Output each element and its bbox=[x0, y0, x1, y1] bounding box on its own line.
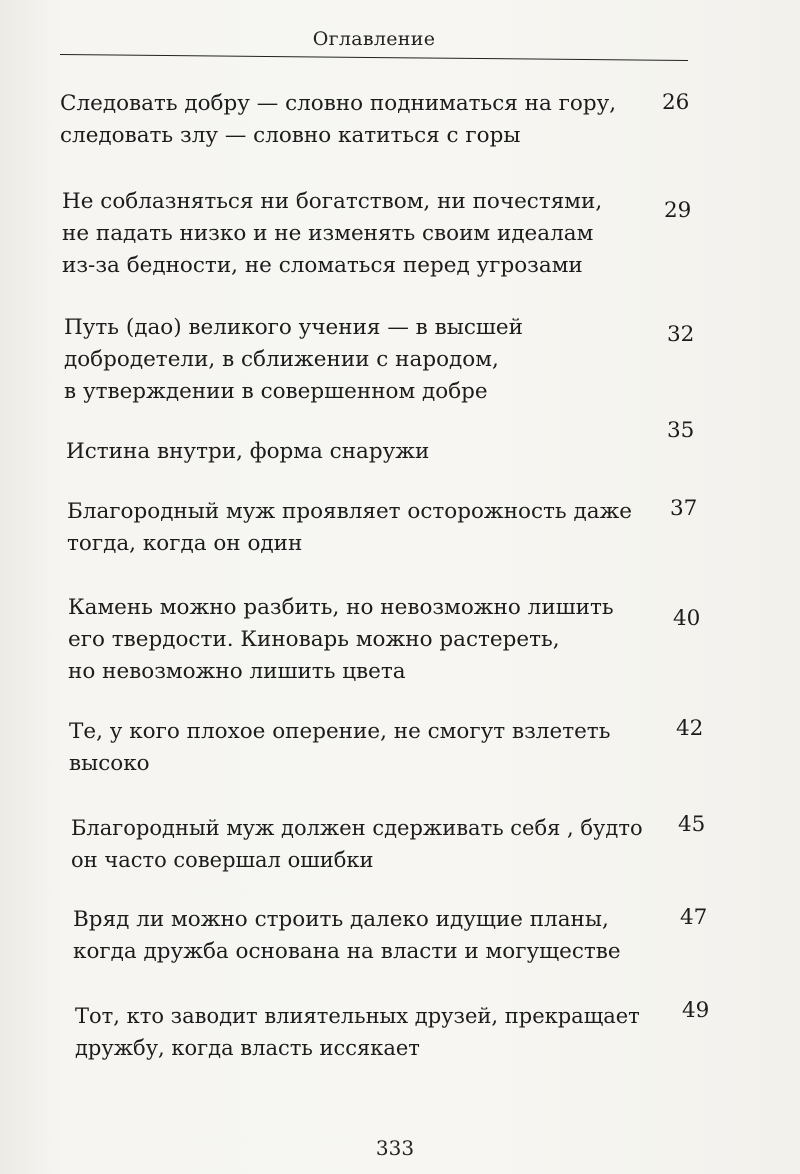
toc-page-number: 40 bbox=[673, 606, 701, 631]
toc-entry-line: Путь (дао) великого учения — в высшей bbox=[64, 315, 523, 340]
toc-page-number: 35 bbox=[667, 418, 695, 443]
toc-entry bbox=[68, 592, 614, 688]
toc-entry bbox=[64, 312, 523, 408]
toc-entry bbox=[66, 436, 429, 468]
toc-entry-line: Те, у кого плохое оперение, не смогут взлететь bbox=[69, 719, 611, 744]
toc-entry bbox=[71, 812, 643, 876]
toc-entry-line: Камень можно разбить, но невозможно лишить bbox=[68, 595, 614, 620]
toc-entry-line: Благородный муж должен сдерживать себя , будто bbox=[71, 816, 643, 840]
page-number: 333 bbox=[375, 1136, 415, 1160]
toc-page-number: 42 bbox=[676, 716, 704, 741]
toc-entry-line: когда дружба основана на власти и могуществе bbox=[73, 939, 621, 964]
toc-entry-line: Вряд ли можно строить далеко идущие планы, bbox=[73, 907, 609, 932]
toc-page-number: 29 bbox=[664, 198, 692, 223]
toc-entry-line: его твердости. Киноварь можно растереть, bbox=[68, 627, 560, 652]
toc-page-number: 49 bbox=[682, 998, 710, 1023]
toc-page-number: 32 bbox=[667, 322, 695, 347]
toc-page-number: 47 bbox=[680, 905, 708, 930]
toc-entry bbox=[67, 496, 632, 560]
toc-entry-line: Истина внутри, форма снаружи bbox=[66, 439, 430, 464]
toc-entry-line: из-за бедности, не сломаться перед угрозами bbox=[62, 253, 583, 278]
toc-entry-line: Следовать добру — словно подниматься на гору, bbox=[60, 91, 617, 116]
toc-entry bbox=[62, 186, 602, 282]
toc-entry-line: не падать низко и не изменять своим идеалам bbox=[62, 221, 594, 246]
toc-entry bbox=[69, 716, 610, 780]
toc-page-number: 45 bbox=[678, 812, 706, 837]
toc-entry-line: но невозможно лишить цвета bbox=[68, 659, 406, 684]
toc-entry-line: добродетели, в сближении с народом, bbox=[64, 347, 499, 372]
toc-entry-line: Благородный муж проявляет осторожность даже bbox=[67, 499, 633, 524]
toc-entry-line: Не соблазняться ни богатством, ни почестями, bbox=[62, 189, 603, 214]
toc-entry-line: Тот, кто заводит влиятельных друзей, прекращает bbox=[75, 1004, 640, 1028]
running-title: Оглавление bbox=[312, 28, 436, 50]
toc-entry bbox=[75, 1000, 640, 1064]
toc-page-number: 26 bbox=[662, 90, 690, 115]
toc-entry-line: следовать злу — словно катиться с горы bbox=[60, 123, 521, 148]
toc-entry bbox=[73, 904, 621, 968]
toc-page-number: 37 bbox=[670, 496, 698, 521]
toc-entry-line: дружбу, когда власть иссякает bbox=[75, 1036, 420, 1060]
toc-entry-line: тогда, когда он один bbox=[67, 531, 303, 556]
toc-entry-line: он часто совершал ошибки bbox=[71, 848, 374, 872]
toc-entry bbox=[60, 88, 616, 152]
toc-entry-line: высоко bbox=[69, 751, 150, 776]
toc-entry-line: в утверждении в совершенном добре bbox=[64, 379, 488, 404]
